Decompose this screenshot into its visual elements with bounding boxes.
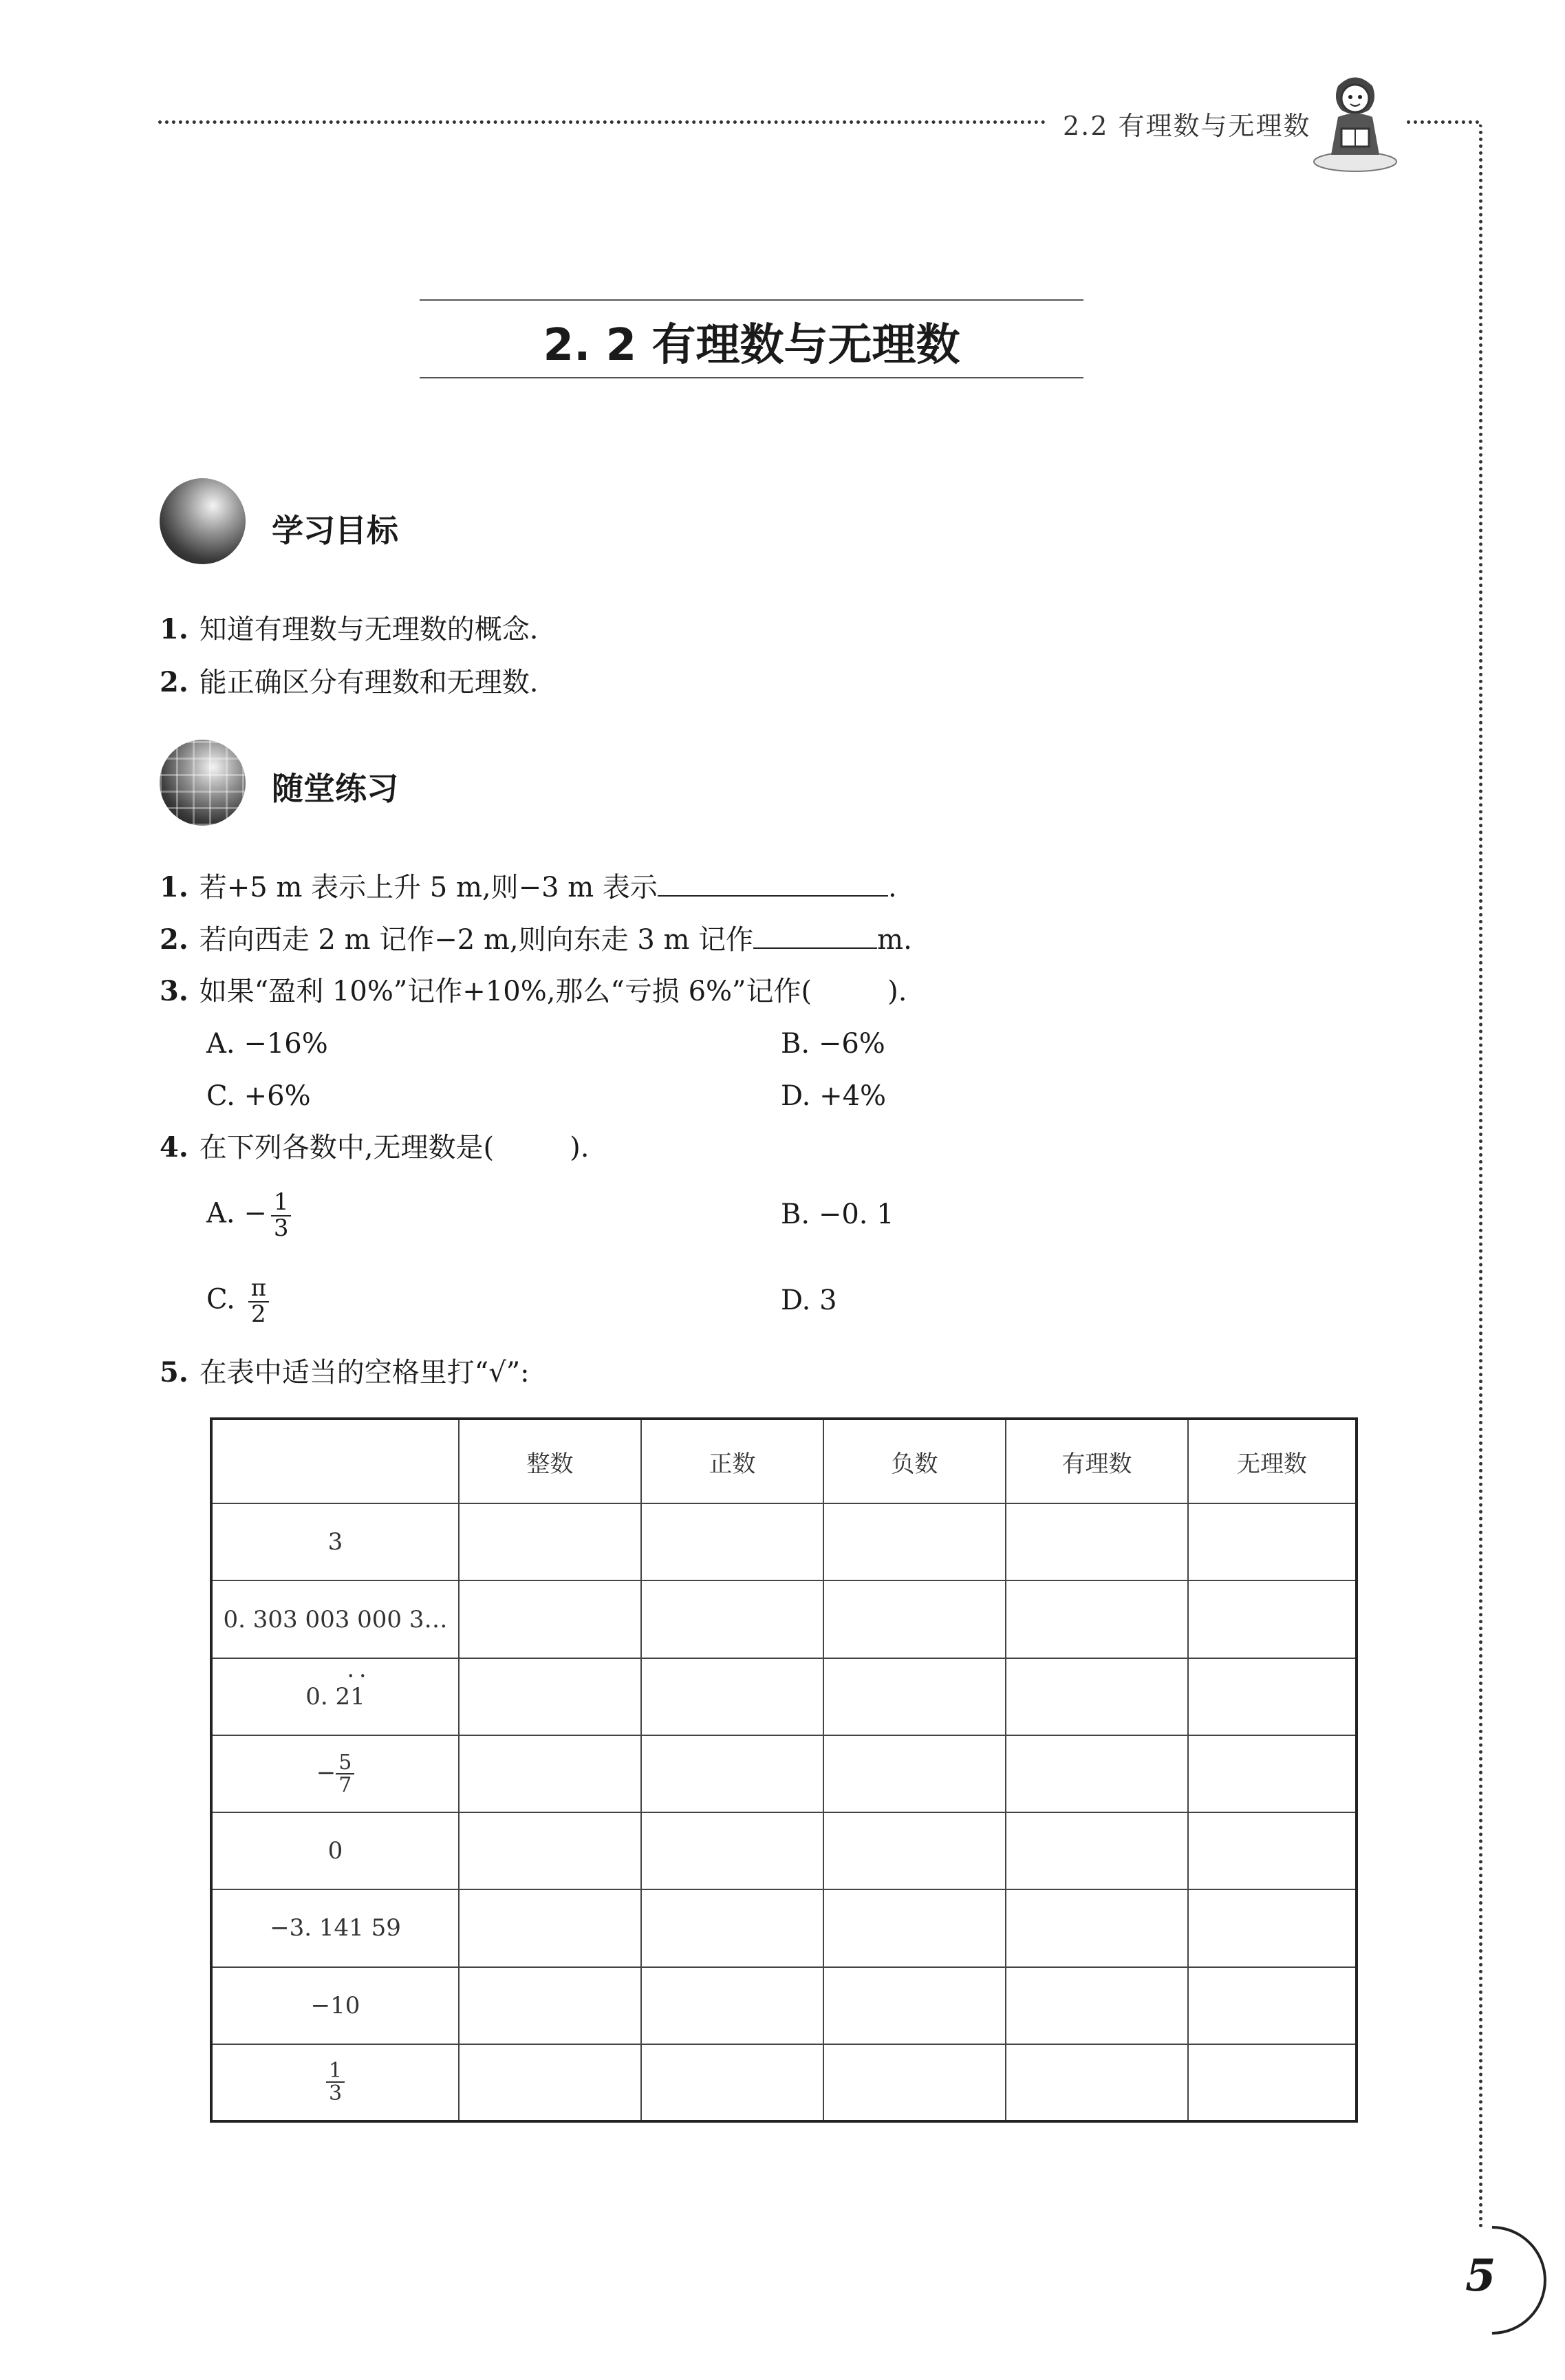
row-label: 0	[211, 1812, 459, 1889]
question-number: 4.	[160, 1131, 188, 1164]
row-label	[211, 2044, 459, 2121]
row-label	[211, 1735, 459, 1812]
check-cell[interactable]	[641, 1967, 823, 2044]
check-cell[interactable]	[641, 1735, 823, 1812]
page-edge-dotted-rule	[1479, 124, 1482, 2229]
question-text: 若+5 m 表示上升 5 m,则−3 m 表示	[199, 872, 658, 903]
option-d[interactable]: D. 3	[781, 1285, 837, 1316]
title-rule-bottom	[420, 377, 1083, 378]
title-rule-top	[420, 299, 1083, 301]
table-row	[211, 1503, 1357, 1580]
question-number: 2.	[160, 923, 188, 956]
question-number: 5.	[160, 1356, 188, 1389]
check-cell[interactable]	[1006, 1658, 1188, 1735]
table-row	[211, 1580, 1357, 1658]
question-text: 在表中适当的空格里打“√”:	[199, 1357, 530, 1389]
table-header-cell: 有理数	[1006, 1419, 1188, 1503]
question-end: ).	[570, 1132, 590, 1164]
table-row	[211, 1812, 1357, 1889]
check-cell[interactable]	[641, 1503, 823, 1580]
check-cell[interactable]	[1188, 1889, 1357, 1966]
option-label: C.	[206, 1283, 244, 1316]
question-text: 若向西走 2 m 记作−2 m,则向东走 3 m 记作	[199, 924, 754, 956]
question-4	[160, 1131, 590, 1164]
section-ball-icon	[160, 478, 246, 564]
check-cell[interactable]	[459, 2044, 641, 2121]
question-end: m.	[877, 924, 912, 956]
table-row	[211, 1889, 1357, 1966]
check-cell[interactable]	[459, 1580, 641, 1658]
check-cell[interactable]	[1188, 1580, 1357, 1658]
table-row	[211, 2044, 1357, 2121]
question-3	[160, 975, 907, 1007]
check-cell[interactable]	[1006, 1503, 1188, 1580]
row-label: 0. 303 003 000 3…	[211, 1580, 459, 1658]
question-text: 在下列各数中,无理数是(	[199, 1132, 495, 1164]
fraction: $\frac{\pi}{2}$	[248, 1276, 269, 1327]
question-number: 3.	[160, 975, 188, 1007]
check-cell[interactable]	[1188, 1967, 1357, 2044]
check-cell[interactable]	[823, 1735, 1006, 1812]
option-b[interactable]: B. −6%	[781, 1028, 885, 1060]
question-text: 如果“盈利 10%”记作+10%,那么“亏损 6%”记作(	[199, 976, 812, 1007]
check-cell[interactable]	[1006, 1812, 1188, 1889]
repeating-decimal: · · 0. 21	[305, 1683, 365, 1711]
question-1	[160, 871, 897, 903]
table-row	[211, 1658, 1357, 1735]
option-c[interactable]	[206, 1276, 269, 1327]
reading-child-mascot-icon	[1310, 65, 1400, 175]
row-label	[211, 1658, 459, 1735]
option-a[interactable]	[206, 1190, 291, 1241]
option-b[interactable]: B. −0. 1	[781, 1199, 894, 1230]
answer-blank[interactable]	[753, 927, 877, 949]
table-header-cell: 无理数	[1188, 1419, 1357, 1503]
check-cell[interactable]	[823, 1658, 1006, 1735]
page-title: 2. 2 有理数与无理数	[543, 320, 960, 371]
check-cell[interactable]	[459, 1658, 641, 1735]
row-label: −10	[211, 1967, 459, 2044]
running-title: 2.2 有理数与无理数	[1063, 111, 1311, 141]
question-5	[160, 1356, 530, 1389]
option-a[interactable]: A. −16%	[206, 1028, 328, 1060]
item-text: 能正确区分有理数和无理数.	[199, 667, 539, 698]
check-cell[interactable]	[641, 2044, 823, 2121]
check-cell[interactable]	[1006, 2044, 1188, 2121]
table-row	[211, 1967, 1357, 2044]
check-cell[interactable]	[641, 1580, 823, 1658]
check-cell[interactable]	[823, 1812, 1006, 1889]
table-header-cell: 负数	[823, 1419, 1006, 1503]
header-dotted-rule	[158, 120, 1046, 124]
check-cell[interactable]	[1188, 1503, 1357, 1580]
objectives-heading: 学习目标	[272, 512, 398, 549]
table-header-cell: 整数	[459, 1419, 641, 1503]
check-cell[interactable]	[459, 1812, 641, 1889]
section-globe-icon	[160, 740, 246, 826]
check-cell[interactable]	[459, 1735, 641, 1812]
option-label: A. −	[206, 1197, 267, 1230]
objective-item	[160, 666, 539, 698]
practice-heading: 随堂练习	[272, 770, 398, 807]
option-c[interactable]: C. +6%	[206, 1080, 311, 1112]
question-end: .	[887, 872, 897, 903]
check-cell[interactable]	[641, 1658, 823, 1735]
sign: −	[316, 1759, 336, 1786]
item-number: 1.	[160, 613, 188, 645]
classification-table	[210, 1417, 1358, 2123]
check-cell[interactable]	[1006, 1580, 1188, 1658]
check-cell[interactable]	[1188, 1812, 1357, 1889]
fraction: $\frac{1}{3}$	[271, 1190, 292, 1241]
table-header-row	[211, 1419, 1357, 1503]
answer-blank[interactable]	[658, 875, 888, 897]
page-number: 5	[1465, 2250, 1496, 2302]
check-cell[interactable]	[823, 1580, 1006, 1658]
check-cell[interactable]	[1006, 1889, 1188, 1966]
item-number: 2.	[160, 666, 188, 698]
check-cell[interactable]	[459, 1889, 641, 1966]
table-header-cell: 正数	[641, 1419, 823, 1503]
check-cell[interactable]	[641, 1889, 823, 1966]
fraction: $\frac{5}{7}$	[336, 1752, 354, 1797]
table-header-cell	[211, 1419, 459, 1503]
check-cell[interactable]	[1188, 2044, 1357, 2121]
check-cell[interactable]	[1006, 1735, 1188, 1812]
question-2	[160, 923, 912, 956]
fraction: $\frac{1}{3}$	[326, 2060, 345, 2105]
row-label: −3. 141 59	[211, 1889, 459, 1966]
table-row	[211, 1735, 1357, 1812]
check-cell[interactable]	[641, 1812, 823, 1889]
check-cell[interactable]	[1188, 1658, 1357, 1735]
objective-item	[160, 613, 539, 645]
check-cell[interactable]	[823, 2044, 1006, 2121]
check-cell[interactable]	[459, 1967, 641, 2044]
check-cell[interactable]	[823, 1967, 1006, 2044]
check-cell[interactable]	[823, 1503, 1006, 1580]
check-cell[interactable]	[1006, 1967, 1188, 2044]
question-number: 1.	[160, 871, 188, 903]
row-label: 3	[211, 1503, 459, 1580]
check-cell[interactable]	[823, 1889, 1006, 1966]
option-d[interactable]: D. +4%	[781, 1080, 887, 1112]
header-dotted-rule-right	[1407, 120, 1479, 124]
item-text: 知道有理数与无理数的概念.	[199, 614, 539, 645]
check-cell[interactable]	[1188, 1735, 1357, 1812]
question-end: ).	[887, 976, 907, 1007]
check-cell[interactable]	[459, 1503, 641, 1580]
